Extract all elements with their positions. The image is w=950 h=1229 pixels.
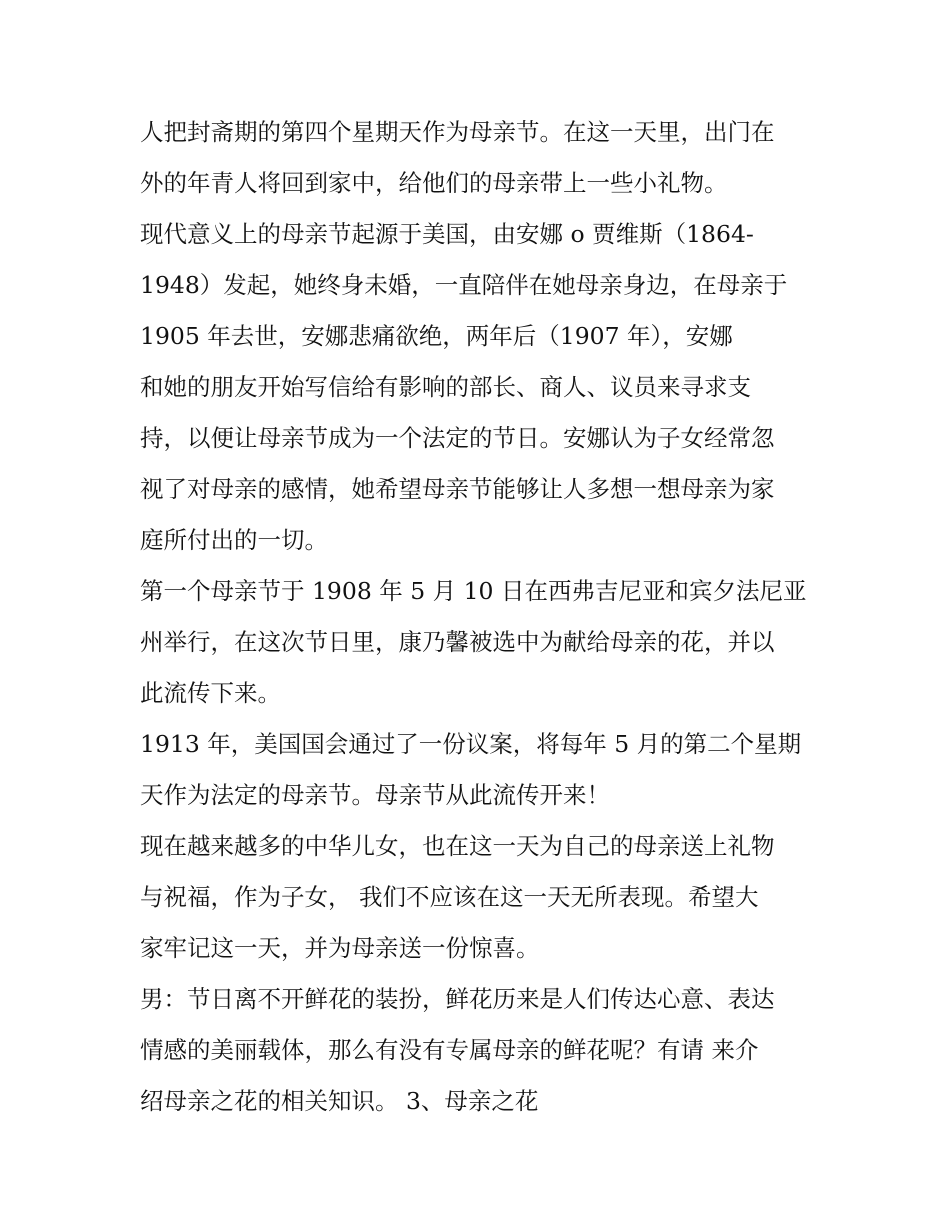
text-line: 1905 年去世，安娜悲痛欲绝，两年后（1907 年），安娜 <box>140 322 733 350</box>
text-line: 州举行，在这次节日里，康乃馨被选中为献给母亲的花，并以 <box>140 628 775 656</box>
text-line: 1948）发起，她终身未婚，一直陪伴在她母亲身边，在母亲于 <box>140 271 788 299</box>
text-line: 家牢记这一天，并为母亲送一份惊喜。 <box>140 934 540 962</box>
text-line: 外的年青人将回到家中，给他们的母亲带上一些小礼物。 <box>140 169 728 197</box>
text-line: 庭所付出的一切。 <box>140 526 328 554</box>
text-line: 情感的美丽载体，那么有没有专属母亲的鲜花呢？有请 来介 <box>140 1036 759 1064</box>
text-line: 男：节日离不开鲜花的装扮，鲜花历来是人们传达心意、表达 <box>140 985 775 1013</box>
body-text <box>140 107 820 1127</box>
text-line: 视了对母亲的感情，她希望母亲节能够让人多想一想母亲为家 <box>140 475 775 503</box>
text-line: 第一个母亲节于 1908 年 5 月 10 日在西弗吉尼亚和宾夕法尼亚 <box>140 577 807 605</box>
text-line: 持，以便让母亲节成为一个法定的节日。安娜认为子女经常忽 <box>140 424 775 452</box>
text-line: 人把封斋期的第四个星期天作为母亲节。在这一天里，出门在 <box>140 118 775 146</box>
text-line: 天作为法定的母亲节。母亲节从此流传开来！ <box>140 781 610 809</box>
text-line: 与祝福，作为子女， 我们不应该在这一天无所表现。希望大 <box>140 883 759 911</box>
text-line: 此流传下来。 <box>140 679 281 707</box>
text-line: 现代意义上的母亲节起源于美国，由安娜 o 贾维斯（1864- <box>140 220 754 248</box>
text-line: 1913 年，美国国会通过了一份议案，将每年 5 月的第二个星期 <box>140 730 802 758</box>
text-line: 绍母亲之花的相关知识。 3、母亲之花 <box>140 1087 539 1115</box>
text-line: 现在越来越多的中华儿女，也在这一天为自己的母亲送上礼物 <box>140 832 775 860</box>
text-line: 和她的朋友开始写信给有影响的部长、商人、议员来寻求支 <box>140 373 751 401</box>
